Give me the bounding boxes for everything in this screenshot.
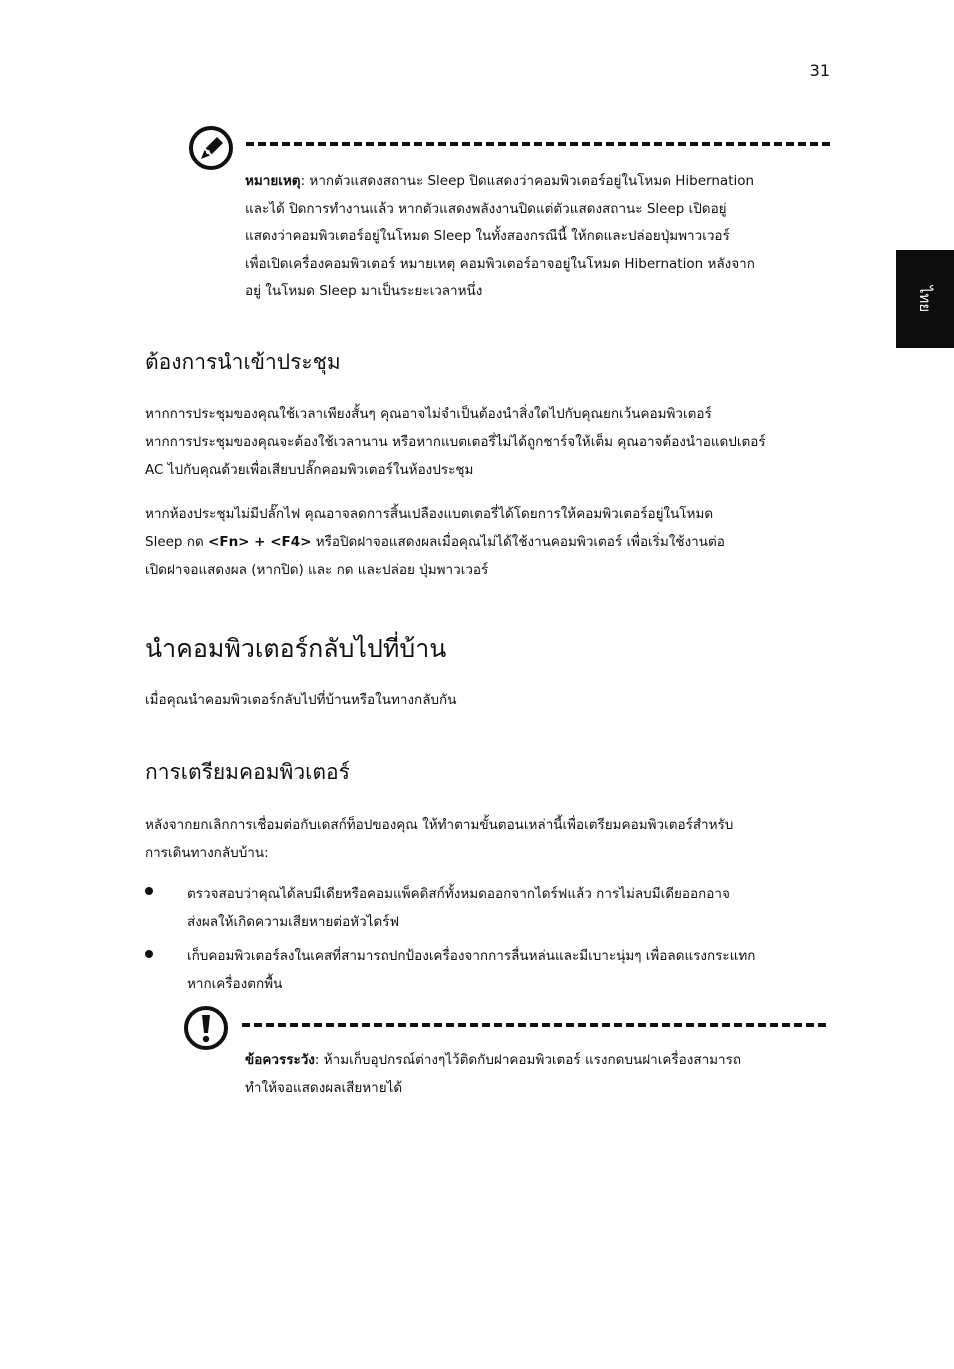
paragraph-line: หรือปิดฝาจอแสดงผลเมื่อคุณไม่ได้ใช้งานคอมพิวเตอร์ เพื่อเริ่มใช้งานต่อ <box>311 534 725 550</box>
note-line: เพื่อเปิดเครื่องคอมพิวเตอร์ หมายเหตุ คอมพิวเตอร์อาจอยู่ในโหมด Hibernation หลังจาก <box>245 255 755 272</box>
note-divider <box>246 142 830 146</box>
home-heading: นำคอมพิวเตอร์กลับไปที่บ้าน <box>145 634 447 663</box>
note-label: หมายเหตุ <box>245 173 301 189</box>
meeting-paragraph-1 <box>145 400 835 484</box>
bullet-item <box>187 942 832 998</box>
pen-note-icon <box>187 124 235 172</box>
note-line: แสดงว่าคอมพิวเตอร์อยู่ในโหมด Sleep ในทั้งสองกรณีนี้ ให้กดและปล่อยปุ่มพาวเวอร์ <box>245 228 730 244</box>
paragraph-line: หลังจากยกเลิกการเชื่อมต่อกับเดสก์ท็อปของคุณ ให้ทำตามขั้นตอนเหล่านี้เพื่อเตรียมคอมพิวเตอร์สำหรับ <box>145 817 734 833</box>
paragraph-line: หากห้องประชุมไม่มีปลั๊กไฟ คุณอาจลดการสิ้นเปลืองแบตเตอรี่ได้โดยการให้คอมพิวเตอร์อยู่ในโหมด <box>145 506 714 522</box>
home-intro: เมื่อคุณนำคอมพิวเตอร์กลับไปที่บ้านหรือในทางกลับกัน <box>145 692 457 708</box>
paragraph-line: หากการประชุมของคุณจะต้องใช้เวลานาน หรือหากแบตเตอรี่ไม่ได้ถูกชาร์จให้เต็ม คุณอาจต้องนำอแดปเตอร์ <box>145 434 766 450</box>
caution-text <box>245 1047 835 1102</box>
caution-line: : ห้ามเก็บอุปกรณ์ต่างๆไว้ติดกับฝาคอมพิวเตอร์ แรงกดบนฝาเครื่องสามารถ <box>314 1052 742 1068</box>
note-text <box>245 168 835 306</box>
paragraph-line: หากการประชุมของคุณใช้เวลาเพียงสั้นๆ คุณอาจไม่จำเป็นต้องนำสิ่งใดไปกับคุณยกเว้นคอมพิวเตอร์ <box>145 406 712 422</box>
key-combination: <Fn> + <F4> <box>208 534 312 550</box>
language-tab-label: ไทย <box>915 285 934 313</box>
page-number: 31 <box>809 61 830 80</box>
caution-divider <box>242 1023 826 1027</box>
exclamation-caution-icon <box>182 1004 230 1052</box>
note-line: และได้ ปิดการทำงานแล้ว หากตัวแสดงพลังงานปิดแต่ตัวแสดงสถานะ Sleep เปิดอยู่ <box>245 200 727 217</box>
bullet <box>145 887 153 895</box>
bullet-line: เก็บคอมพิวเตอร์ลงในเคสที่สามารถปกป้องเครื่องจากการลื่นหล่นและมีเบาะนุ่มๆ เพื่อลดแรงกระแทก <box>187 948 756 964</box>
paragraph-line: Sleep กด <box>145 534 209 550</box>
language-tab <box>896 250 954 348</box>
bullet-line: ส่งผลให้เกิดความเสียหายต่อหัวไดร์ฟ <box>187 914 400 930</box>
paragraph-line: การเดินทางกลับบ้าน: <box>145 845 269 861</box>
note-line: : หากตัวแสดงสถานะ Sleep ปิดแสดงว่าคอมพิวเตอร์อยู่ในโหมด Hibernation <box>300 173 755 189</box>
meeting-heading: ต้องการนำเข้าประชุม <box>145 350 341 374</box>
caution-label: ข้อควรระวัง <box>245 1052 315 1068</box>
caution-line: ทำให้จอแสดงผลเสียหายได้ <box>245 1079 403 1096</box>
paragraph-line: เปิดฝาจอแสดงผล (หากปิด) และ กด และปล่อย ปุ่มพาวเวอร์ <box>145 562 489 578</box>
bullet-item <box>187 880 832 936</box>
meeting-paragraph-2 <box>145 500 835 584</box>
bullet-line: หากเครื่องตกพื้น <box>187 976 283 992</box>
paragraph-line: AC ไปกับคุณด้วยเพื่อเสียบปลั๊กคอมพิวเตอร์ในห้องประชุม <box>145 462 474 478</box>
prepare-heading: การเตรียมคอมพิวเตอร์ <box>145 760 350 784</box>
bullet-line: ตรวจสอบว่าคุณได้ลบมีเดียหรือคอมแพ็คดิสก์ทั้งหมดออกจากไดร์ฟแล้ว การไม่ลบมีเดียออกอาจ <box>187 886 730 902</box>
bullet <box>145 950 153 958</box>
note-line: อยู่ ในโหมด Sleep มาเป็นระยะเวลาหนึ่ง <box>245 283 483 299</box>
prepare-intro <box>145 811 835 867</box>
